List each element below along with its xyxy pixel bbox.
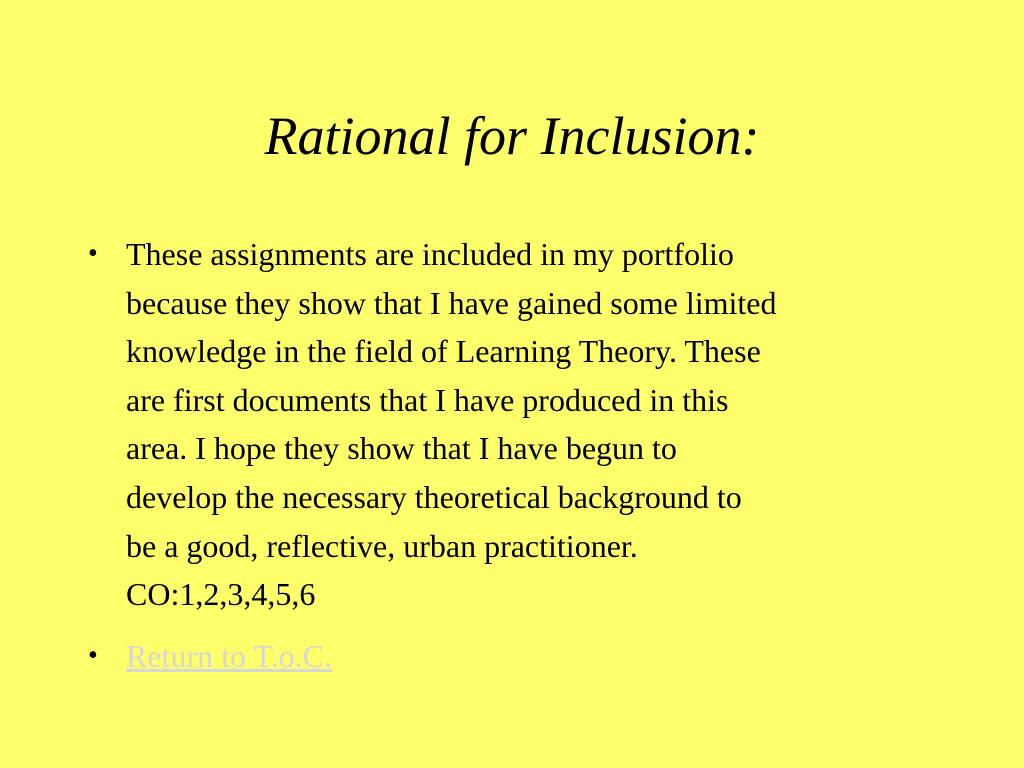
rationale-line: are first documents that I have produced in this [126, 381, 729, 418]
rationale-line: knowledge in the field of Learning Theory. These [126, 333, 761, 370]
rationale-line: area. I hope they show that I have begun to [126, 430, 677, 467]
bullet-marker: • [88, 639, 98, 671]
bullet-item-return [88, 632, 948, 681]
rationale-line: develop the necessary theoretical background to [126, 478, 742, 515]
return-to-toc-link[interactable]: Return to T.o.C. [126, 637, 332, 674]
rationale-line: These assignments are included in my portfolio [126, 236, 734, 272]
course-objectives-line: CO:1,2,3,4,5,6 [126, 576, 316, 613]
bullet-list [88, 230, 948, 680]
bullet-item-rationale [88, 230, 948, 619]
rationale-line: because they show that I have gained some limited [126, 284, 777, 321]
rationale-line: be a good, reflective, urban practitioner. [126, 527, 638, 564]
bullet-marker: • [88, 238, 98, 269]
slide-title: Rational for Inclusion: [264, 106, 760, 166]
